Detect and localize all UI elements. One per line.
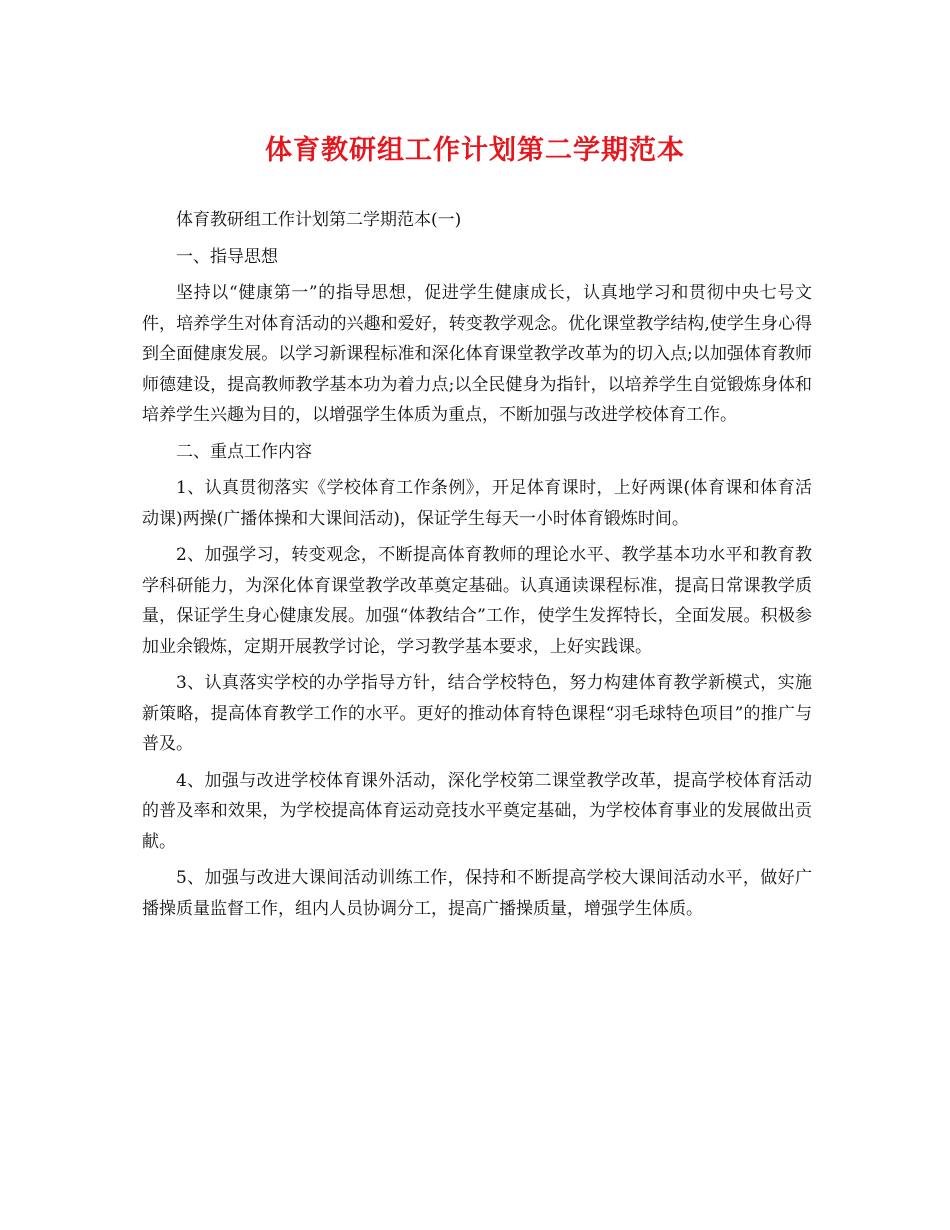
paragraph-guiding-ideology: 坚持以“健康第一”的指导思想，促进学生健康成长，认真地学习和贯彻中央七号文件，培养学生对体育活动的兴趣和爱好，转变教学观念。优化课堂教学结构,使学生身心得到全面健康发展。以学习新课程标准和深化体育课堂教学改革为的切入点;以加强体育教师师德建设，提高教师教学基本功为着力点;以全民健身为指针，以培养学生自觉锻炼身体和培养学生兴趣为目的，以增强学生体质为重点，不断加强与改进学校体育工作。 [142, 283, 812, 425]
paragraph-subtitle: 体育教研组工作计划第二学期范本(一) [176, 210, 462, 230]
paragraph-item-1: 1、认真贯彻落实《学校体育工作条例》，开足体育课时，上好两课(体育课和体育活动课)两操(广播体操和大课间活动)，保证学生每天一小时体育锻炼时间。 [142, 478, 812, 529]
section-heading-key-work: 二、重点工作内容 [176, 441, 312, 462]
document-title: 体育教研组工作计划第二学期范本 [265, 135, 685, 166]
document-body [142, 205, 812, 930]
paragraph-item-5: 5、加强与改进大课间活动训练工作，保持和不断提高学校大课间活动水平，做好广播操质量监督工作，组内人员协调分工，提高广播操质量，增强学生体质。 [142, 868, 812, 919]
paragraph-item-4: 4、加强与改进学校体育课外活动，深化学校第二课堂教学改革，提高学校体育活动的普及率和效果，为学校提高体育运动竞技水平奠定基础，为学校体育事业的发展做出贡献。 [142, 770, 812, 852]
paragraph-item-3: 3、认真落实学校的办学指导方针，结合学校特色，努力构建体育教学新模式，实施新策略，提高体育教学工作的水平。更好的推动体育特色课程“羽毛球特色项目”的推广与普及。 [142, 673, 812, 754]
paragraph-item-2: 2、加强学习，转变观念，不断提高体育教师的理论水平、教学基本功水平和教育教学科研能力，为深化体育课堂教学改革奠定基础。认真通读课程标准，提高日常课教学质量，保证学生身心健康发展。加强“体教结合”工作，使学生发挥特长，全面发展。积极参加业余锻炼，定期开展教学讨论，学习教学基本要求，上好实践课。 [142, 545, 812, 657]
section-heading-guiding-ideology: 一、指导思想 [176, 246, 278, 267]
